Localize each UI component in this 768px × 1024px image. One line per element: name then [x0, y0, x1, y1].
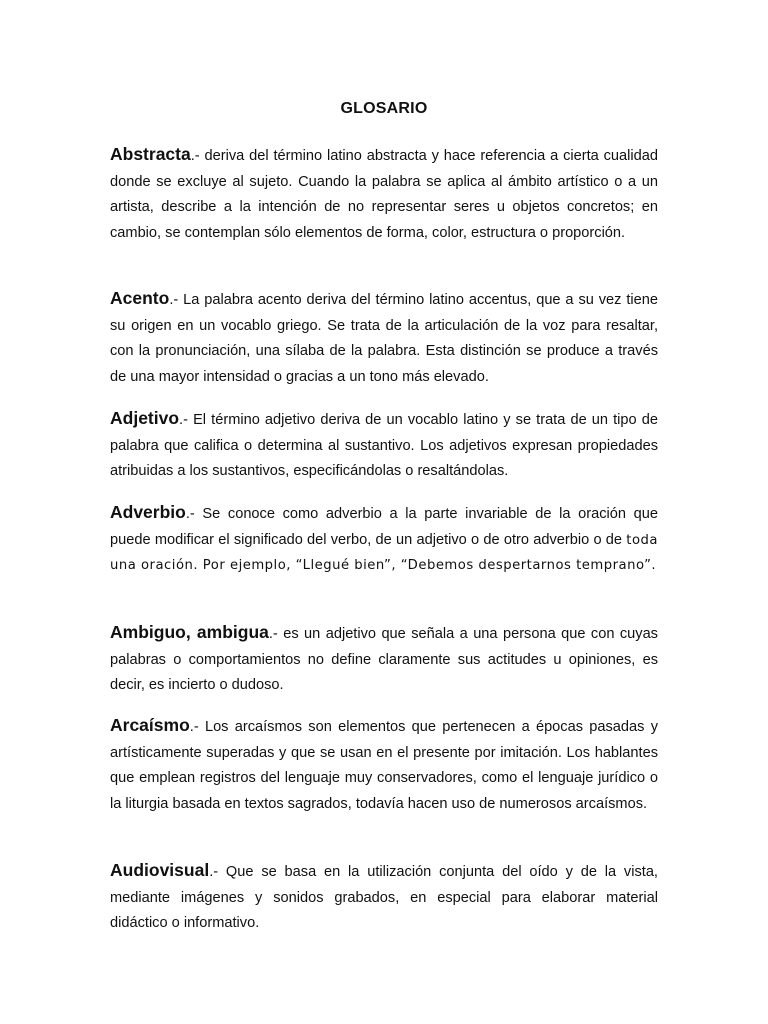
entry-definition: Se conoce como adverbio a la parte invariable de la oración que puede modificar el significado del verbo, de un adjetivo o de otro adverbio o de — [110, 506, 658, 548]
entry-separator: .- — [189, 719, 205, 735]
entry-definition: La palabra acento deriva del término latino accentus, que a su vez tiene su origen en un vocablo griego. Se trata de la articulación de la voz para resaltar, con la pronunciación, una sílaba de la palabra. Esta distinción se produce a través de una mayor intensidad o gracias a un tono más elevado. — [110, 292, 658, 385]
glossary-entry-adverbio — [110, 500, 658, 579]
page-title: GLOSARIO — [340, 100, 428, 117]
entry-separator: .- — [169, 292, 184, 308]
glossary-entry-adjetivo — [110, 406, 658, 485]
entry-term: Audiovisual — [110, 860, 210, 880]
glossary-entry-ambiguo — [110, 620, 658, 699]
entry-definition-continuation: toda una oración. Por ejemplo, “Llegué bien”, “Debemos despertarnos temprano”. — [110, 532, 658, 573]
entry-definition: Los arcaísmos son elementos que pertenecen a épocas pasadas y artísticamente superadas y que se usan en el presente por imitación. Los hablantes que emplean registros del lenguaje muy conservadores, como el lenguaje jurídico o la liturgia basada en textos sagrados, todavía hacen uso de numerosos arcaísmos. — [110, 719, 658, 812]
entry-separator: .- — [209, 864, 226, 880]
glossary-entry-audiovisual — [110, 858, 658, 937]
entry-definition: es un adjetivo que señala a una persona que con cuyas palabras o comportamientos no define claramente sus actitudes u opiniones, es decir, es incierto o dudoso. — [110, 626, 658, 693]
entry-definition: El término adjetivo deriva de un vocablo latino y se trata de un tipo de palabra que califica o determina al sustantivo. Los adjetivos expresan propiedades atribuidas a los sustantivos, especificándolas o resaltándolas. — [110, 412, 658, 479]
glossary-entry-abstracta — [110, 142, 658, 246]
entry-definition: deriva del término latino abstracta y hace referencia a cierta cualidad donde se excluye al sujeto. Cuando la palabra se aplica al ámbito artístico o a un artista, describe a la intención de no representar seres u objetos concretos; en cambio, se contemplan sólo elementos de forma, color, estructura o proporción. — [110, 148, 658, 241]
entry-separator: .- — [268, 626, 284, 642]
entry-separator: .- — [179, 412, 194, 428]
entry-term: Adverbio — [110, 502, 186, 522]
entry-term: Arcaísmo — [110, 715, 190, 735]
glossary-entry-acento — [110, 286, 658, 390]
entry-term: Adjetivo — [110, 408, 180, 428]
entry-term: Ambiguo, ambigua — [110, 622, 269, 642]
glossary-entry-arcaismo — [110, 713, 658, 817]
entry-term: Abstracta — [110, 144, 191, 164]
entry-definition: Que se basa en la utilización conjunta del oído y de la vista, mediante imágenes y sonidos grabados, en especial para elaborar material didáctico o informativo. — [110, 864, 658, 931]
entry-separator: .- — [185, 506, 203, 522]
entry-separator: .- — [190, 148, 205, 164]
entry-term: Acento — [110, 288, 170, 308]
